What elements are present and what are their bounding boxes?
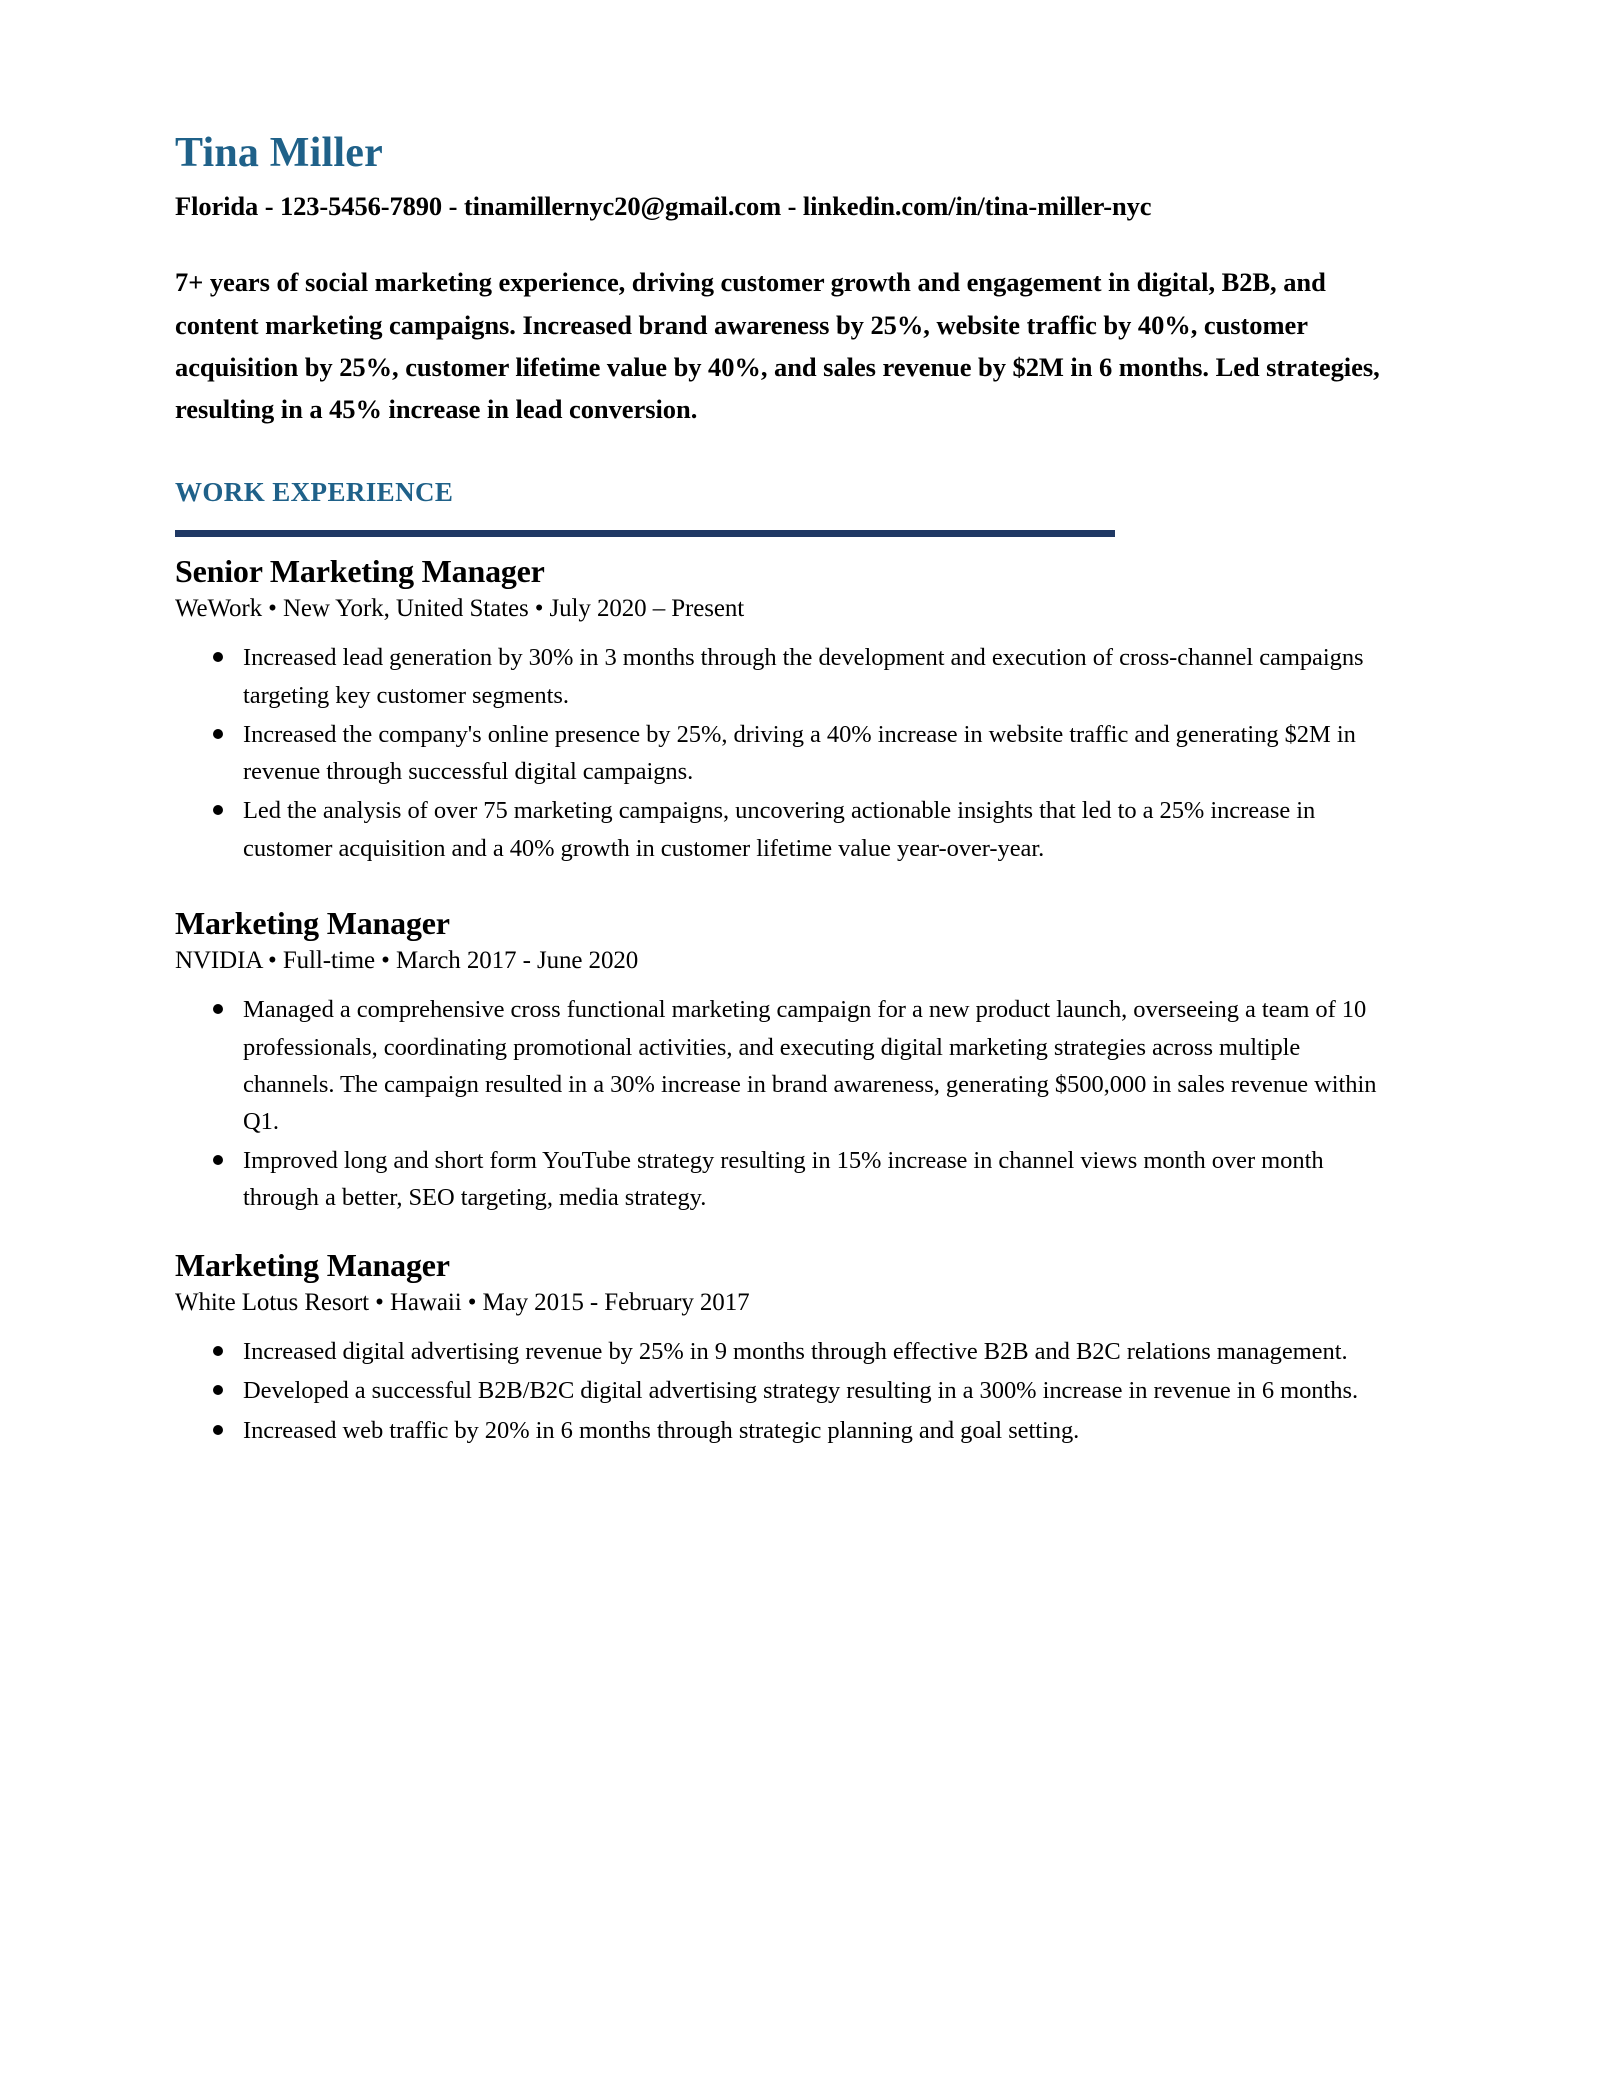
job-title: Marketing Manager xyxy=(175,1246,450,1283)
job-meta: White Lotus Resort • Hawaii • May 2015 - February 2017 xyxy=(175,1288,750,1316)
job-entry xyxy=(175,551,1380,867)
job-bullet-list xyxy=(175,1333,1380,1449)
bullet-item xyxy=(175,1142,1380,1216)
bullet-text: Led the analysis of over 75 marketing campaigns, uncovering actionable insights that led to a 25% increase in customer acquisition and a 40% growth in customer lifetime value year-over-year. xyxy=(243,797,1316,862)
bullet-dot-icon xyxy=(213,729,223,739)
bullet-text: Increased web traffic by 20% in 6 months through strategic planning and goal setting. xyxy=(243,1416,1080,1444)
bullet-dot-icon xyxy=(213,1004,223,1014)
bullet-dot-icon xyxy=(213,652,223,662)
bullet-text: Managed a comprehensive cross functional marketing campaign for a new product launch, overseeing a team of 10 professionals, coordinating promotional activities, and executing digital marketing strategies across multiple channels. The campaign resulted in a 30% increase in brand awareness, generating $500,000 in sales revenue within Q1. xyxy=(243,996,1377,1135)
bullet-text: Increased digital advertising revenue by 25% in 9 months through effective B2B and B2C relations management. xyxy=(243,1338,1348,1366)
spacer xyxy=(175,873,1380,903)
job-title: Senior Marketing Manager xyxy=(175,552,545,589)
bullet-dot-icon xyxy=(213,805,223,815)
job-bullet-list xyxy=(175,991,1380,1216)
candidate-name: Tina Miller xyxy=(175,130,383,176)
section-heading: WORK EXPERIENCE xyxy=(175,476,454,507)
bullet-item xyxy=(175,716,1380,790)
bullet-text: Increased the company's online presence by 25%, driving a 40% increase in website traffic and generating $2M in revenue through successful digital campaigns. xyxy=(243,720,1356,786)
bullet-dot-icon xyxy=(213,1425,223,1435)
job-entry xyxy=(175,903,1380,1217)
bullet-text: Increased lead generation by 30% in 3 months through the development and execution of cross-channel campaigns targeting key customer segments. xyxy=(243,644,1364,709)
job-meta: NVIDIA • Full-time • March 2017 - June 2020 xyxy=(175,946,639,974)
bullet-item xyxy=(175,1372,1380,1409)
contact-line: Florida - 123-5456-7890 - tinamillernyc20@gmail.com - linkedin.com/in/tina-miller-nyc xyxy=(175,191,1152,222)
bullet-dot-icon xyxy=(213,1385,223,1395)
professional-summary: 7+ years of social marketing experience, driving customer growth and engagement in digital, B2B, and content marketing campaigns. Increased brand awareness by 25%, website traffic by 40%, customer acquisition by 25%, customer lifetime value by 40%, and sales revenue by $2M in 6 months. Led strategies, resulting in a 45% increase in lead conversion. xyxy=(175,267,1380,425)
bullet-item xyxy=(175,792,1380,866)
bullet-item xyxy=(175,991,1380,1140)
bullet-dot-icon xyxy=(213,1155,223,1165)
job-entry xyxy=(175,1245,1380,1449)
spacer xyxy=(175,1223,1380,1245)
job-meta: WeWork • New York, United States • July 2020 – Present xyxy=(175,594,745,622)
section-work-experience xyxy=(175,477,1380,1449)
bullet-item xyxy=(175,1412,1380,1449)
bullet-dot-icon xyxy=(213,1346,223,1356)
section-divider xyxy=(175,530,1115,537)
bullet-item xyxy=(175,1333,1380,1370)
job-bullet-list xyxy=(175,639,1380,866)
bullet-text: Improved long and short form YouTube strategy resulting in 15% increase in channel views month over month through a better, SEO targeting, media strategy. xyxy=(243,1147,1324,1212)
bullet-item xyxy=(175,639,1380,713)
bullet-text: Developed a successful B2B/B2C digital advertising strategy resulting in a 300% increase in revenue in 6 months. xyxy=(243,1377,1359,1405)
job-title: Marketing Manager xyxy=(175,904,450,941)
